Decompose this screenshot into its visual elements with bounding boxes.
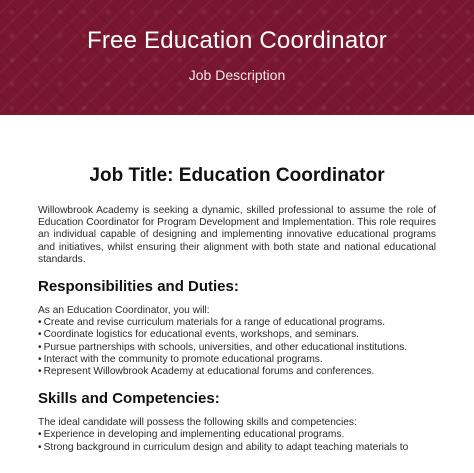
bullet-icon: • bbox=[38, 317, 42, 329]
skill-text: Strong background in curriculum design and ability to adapt teaching materials to bbox=[43, 441, 409, 453]
bullet-icon: • bbox=[38, 429, 42, 441]
responsibilities-heading: Responsibilities and Duties: bbox=[38, 278, 239, 296]
skills-list bbox=[38, 429, 436, 453]
responsibility-text: Pursue partnerships with schools, universities, and other educational institutions. bbox=[43, 341, 408, 353]
responsibility-text: Coordinate logistics for educational events, workshops, and seminars. bbox=[43, 329, 359, 341]
responsibility-item bbox=[38, 342, 436, 354]
responsibility-text: Represent Willowbrook Academy at educational forums and conferences. bbox=[43, 366, 375, 378]
responsibility-item bbox=[38, 354, 436, 366]
responsibility-item bbox=[38, 317, 436, 329]
skill-item bbox=[38, 442, 436, 454]
skill-text: Experience in developing and implementing educational programs. bbox=[43, 429, 345, 441]
responsibility-item bbox=[38, 366, 436, 378]
skills-section bbox=[38, 389, 436, 454]
header-banner bbox=[0, 0, 474, 115]
responsibility-text: Create and revise curriculum materials for a range of educational programs. bbox=[43, 317, 386, 329]
responsibilities-section bbox=[38, 277, 436, 378]
bullet-icon: • bbox=[38, 441, 42, 453]
responsibilities-list bbox=[38, 317, 436, 378]
intro-paragraph: Willowbrook Academy is seeking a dynamic, skilled professional to assume the role of Education Coordinator for Program Development and Implementation. This role requires an individual capable of designing and implementing innovative educational programs and initiatives, whilst ensuring their alignment with both state and national educational standards. bbox=[38, 205, 436, 265]
banner-subtitle: Job Description bbox=[188, 67, 286, 83]
document-body bbox=[0, 115, 474, 454]
skill-item bbox=[38, 429, 436, 441]
bullet-icon: • bbox=[38, 341, 42, 353]
bullet-icon: • bbox=[38, 329, 42, 341]
skills-heading: Skills and Competencies: bbox=[38, 390, 220, 408]
responsibility-item bbox=[38, 329, 436, 341]
bullet-icon: • bbox=[38, 366, 42, 378]
job-title: Job Title: Education Coordinator bbox=[89, 165, 385, 186]
skills-lead: The ideal candidate will possess the following skills and competencies: bbox=[38, 417, 357, 429]
responsibilities-lead: As an Education Coordinator, you will: bbox=[38, 305, 210, 317]
banner-title: Free Education Coordinator bbox=[86, 27, 388, 54]
responsibility-text: Interact with the community to promote educational programs. bbox=[43, 353, 323, 365]
bullet-icon: • bbox=[38, 353, 42, 365]
